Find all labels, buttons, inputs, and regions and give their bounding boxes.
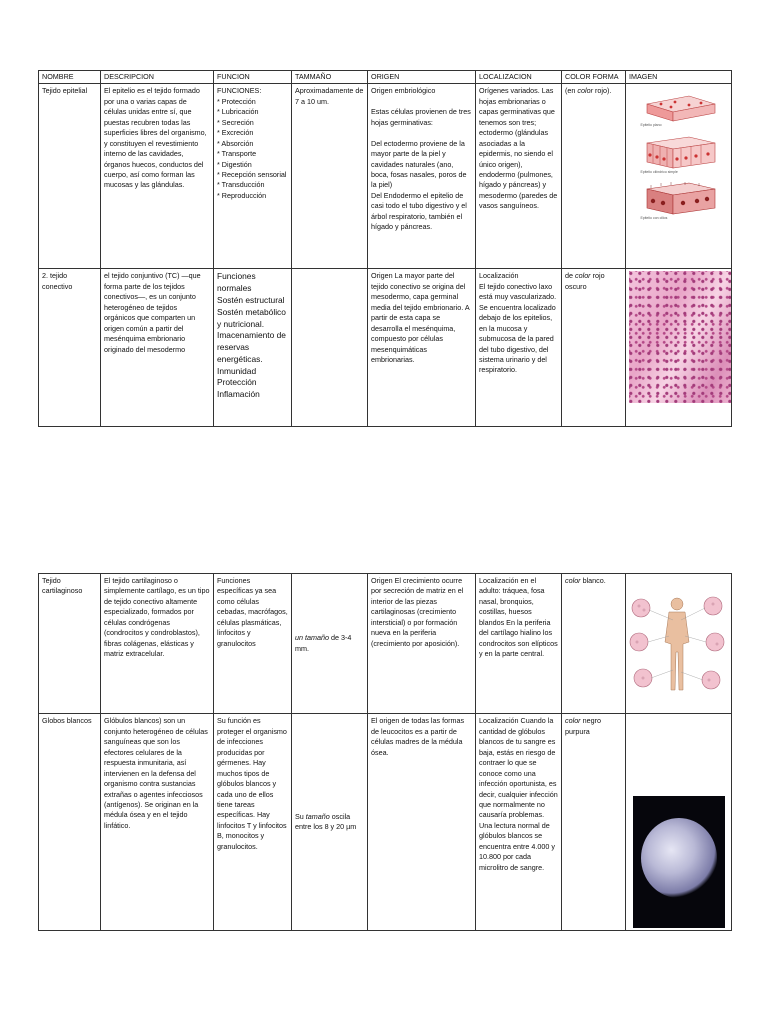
tamano-prefix: Su: [295, 812, 306, 821]
cell-funcion: Funciones normales Sostén estructural Sostén metabólico y nutricional. Imacenamiento de reservas energéticas. Inmunidad Protección Inflamación: [214, 269, 292, 427]
header-tamano: TAMMAÑO: [292, 71, 368, 84]
color-prefix: de: [565, 271, 575, 281]
cell-tamano: [292, 269, 368, 427]
color-word: color: [575, 271, 591, 281]
color-word: color: [565, 716, 581, 726]
tamano-word: tamaño: [305, 812, 330, 821]
color-suffix: negro purpura: [565, 716, 601, 736]
table-row: [39, 714, 732, 931]
header-color-forma: COLOR FORMA: [562, 71, 626, 84]
cell-nombre: Globos blancos: [39, 714, 101, 931]
color-suffix: rojo).: [592, 86, 612, 96]
table-row: [39, 269, 732, 427]
connective-tissue-micrograph: [629, 271, 732, 403]
cell-nombre: Tejido epitelial: [39, 84, 101, 269]
cell-origen: Origen La mayor parte del tejido conectivo se origina del mesodermo, capa germinal media del tejido embrionario. A partir de esta capa se desarrolla el mesénquima, compuesto por células mesenquimáticas embrionarias.: [368, 269, 476, 427]
epithelium-illustration: [641, 94, 717, 220]
cell-nombre: Tejido cartilaginoso: [39, 574, 101, 714]
cell-color: [562, 269, 626, 427]
color-suffix: rojo oscuro: [565, 271, 605, 291]
cell-descripcion: Glóbulos blancos) son un conjunto heterogéneo de células sanguíneas que son los efectores celulares de la respuesta inmunitaria, así intervienen en la defensa del organismo contra sustancias extrañas o agentes infecciosos (antígenos). Se originan en la médula ósea y en el tejido linfático.: [101, 714, 214, 931]
tissue-table-bottom: [38, 573, 732, 931]
cell-tamano: [292, 574, 368, 714]
color-prefix: (en: [565, 86, 578, 96]
squamous-epithelium-image: [641, 94, 717, 122]
cell-funcion: FUNCIONES: * Protección * Lubricación * Secreción * Excreción * Absorción * Transporte * Digestión * Recepción sensorial * Transducción * Reproducción: [214, 84, 292, 269]
cell-origen: El origen de todas las formas de leucocitos es a partir de células madres de la médula ósea.: [368, 714, 476, 931]
cell-nombre: 2. tejido conectivo: [39, 269, 101, 427]
header-origen: ORIGEN: [368, 71, 476, 84]
header-row: [39, 71, 732, 84]
cell-imagen: [626, 574, 732, 714]
cell-color: [562, 84, 626, 269]
ciliated-epithelium-image: [641, 181, 717, 215]
white-blood-cell-micrograph: [633, 796, 725, 928]
cell-descripcion: El epitelio es el tejido formado por una o varias capas de células unidas entre sí, que puestas recubren todas las superficies libres del organismo, y constituyen el revestimiento interno de las cavidades, órganos huecos, conductos del cuerpo, así como forman las mucosas y las glándulas.: [101, 84, 214, 269]
cell-imagen: [626, 84, 732, 269]
columnar-epithelium-image: [641, 135, 717, 169]
cell-localizacion: Localización El tejido conectivo laxo está muy vascularizado. Se encuentra localizado debajo de los epitelios, en la mucosa y submucosa de la pared del tubo digestivo, del sistema urinario y del respiratorio.: [476, 269, 562, 427]
header-nombre: NOMBRE: [39, 71, 101, 84]
tamano-suffix: oscila entre los 8 y 20 µm: [295, 812, 357, 832]
cell-origen: Origen embriológico Estas células provienen de tres hojas germinativas: Del ectodermo proviene de la mayor parte de la piel y cavidades naturales (ano, boca, fosas nasales, poros de la piel) Del Endodermo el epitelio de casi todo el tubo digestivo y el árbol respiratorio, también el hígado y páncreas.: [368, 84, 476, 269]
cell-localizacion: Orígenes variados. Las hojas embrionarias o capas germinativas que tenemos son tres; ectodermo (glándulas asociadas a la epidermis, no siendo el único origen), endodermo (pulmones, hígado y páncreas) y mesodermo (paredes de vasos sanguíneos.: [476, 84, 562, 269]
header-imagen: IMAGEN: [626, 71, 732, 84]
header-localizacion: LOCALIZACION: [476, 71, 562, 84]
table-row: [39, 84, 732, 269]
table-row: [39, 574, 732, 714]
cell-color: [562, 574, 626, 714]
cell-descripcion: el tejido conjuntivo (TC) —que forma parte de los tejidos conectivos—, es un conjunto heterogéneo de tejidos orgánicos que comparten un origen común a partir del mesénquima embrionario originado del mesodermo: [101, 269, 214, 427]
cell-localizacion: Localización Cuando la cantidad de glóbulos blancos de tu sangre es baja, estás en riesgo de contraer lo que se conoce como una infección oportunista, es decir, cualquier infección que normalmente no causaría problemas. Una lectura normal de glóbulos blancos se encuentra entre 4.000 y 10.800 por cada microlitro de sangre.: [476, 714, 562, 931]
header-funcion: FUNCION: [214, 71, 292, 84]
tamano-prefix: un: [295, 633, 305, 643]
cell-color: [562, 714, 626, 931]
color-word: color: [565, 576, 581, 585]
tissue-table-top: [38, 70, 732, 427]
cell-tamano: Aproximadamente de 7 a 10 um.: [292, 84, 368, 269]
epithelium-label-2: Epitelio cilíndrico simple: [640, 169, 678, 174]
color-word: color: [577, 86, 593, 96]
color-suffix: blanco.: [580, 576, 606, 585]
cell-localizacion: Localización en el adulto: tráquea, fosa nasal, bronquios, costillas, huesos blandos En la periferia del cartílago hialino los condrocitos son elípticos y en la parte central.: [476, 574, 562, 714]
cell-origen: Origen El crecimiento ocurre por secreción de matriz en el interior de las piezas cartilaginosas (crecimiento intersticial) o por formación nueva en la periferia (crecimiento por aposición).: [368, 574, 476, 714]
cell-descripcion: El tejido cartilaginoso o simplemente cartílago, es un tipo de tejido conectivo altamente especializado, formados por células condrógenas (condrocitos y condroblastos), fibras colágenas, elásticas y matriz extracelular.: [101, 574, 214, 714]
tamano-word: tamaño: [305, 633, 329, 643]
cell-imagen: [626, 269, 732, 427]
cell-imagen: [626, 714, 732, 931]
cell-tamano: [292, 714, 368, 931]
cell-funcion: Funciones específicas ya sea como células cebadas, macrófagos, células plasmáticas, linfocitos y granulocitos: [214, 574, 292, 714]
cartilage-body-illustration: [629, 590, 725, 708]
epithelium-label-3: Epitelio con cilios: [640, 215, 668, 220]
header-descripcion: DESCRIPCION: [101, 71, 214, 84]
tamano-suffix: de 3-4 mm.: [295, 633, 352, 653]
epithelium-label-1: Epitelio plano: [640, 123, 662, 128]
cell-funcion: Su función es proteger el organismo de infecciones producidas por gérmenes. Hay muchos tipos de glóbulos blancos y cada uno de ellos tiene tareas específicas. Hay linfocitos T y linfocitos B, monocitos y granulocitos.: [214, 714, 292, 931]
